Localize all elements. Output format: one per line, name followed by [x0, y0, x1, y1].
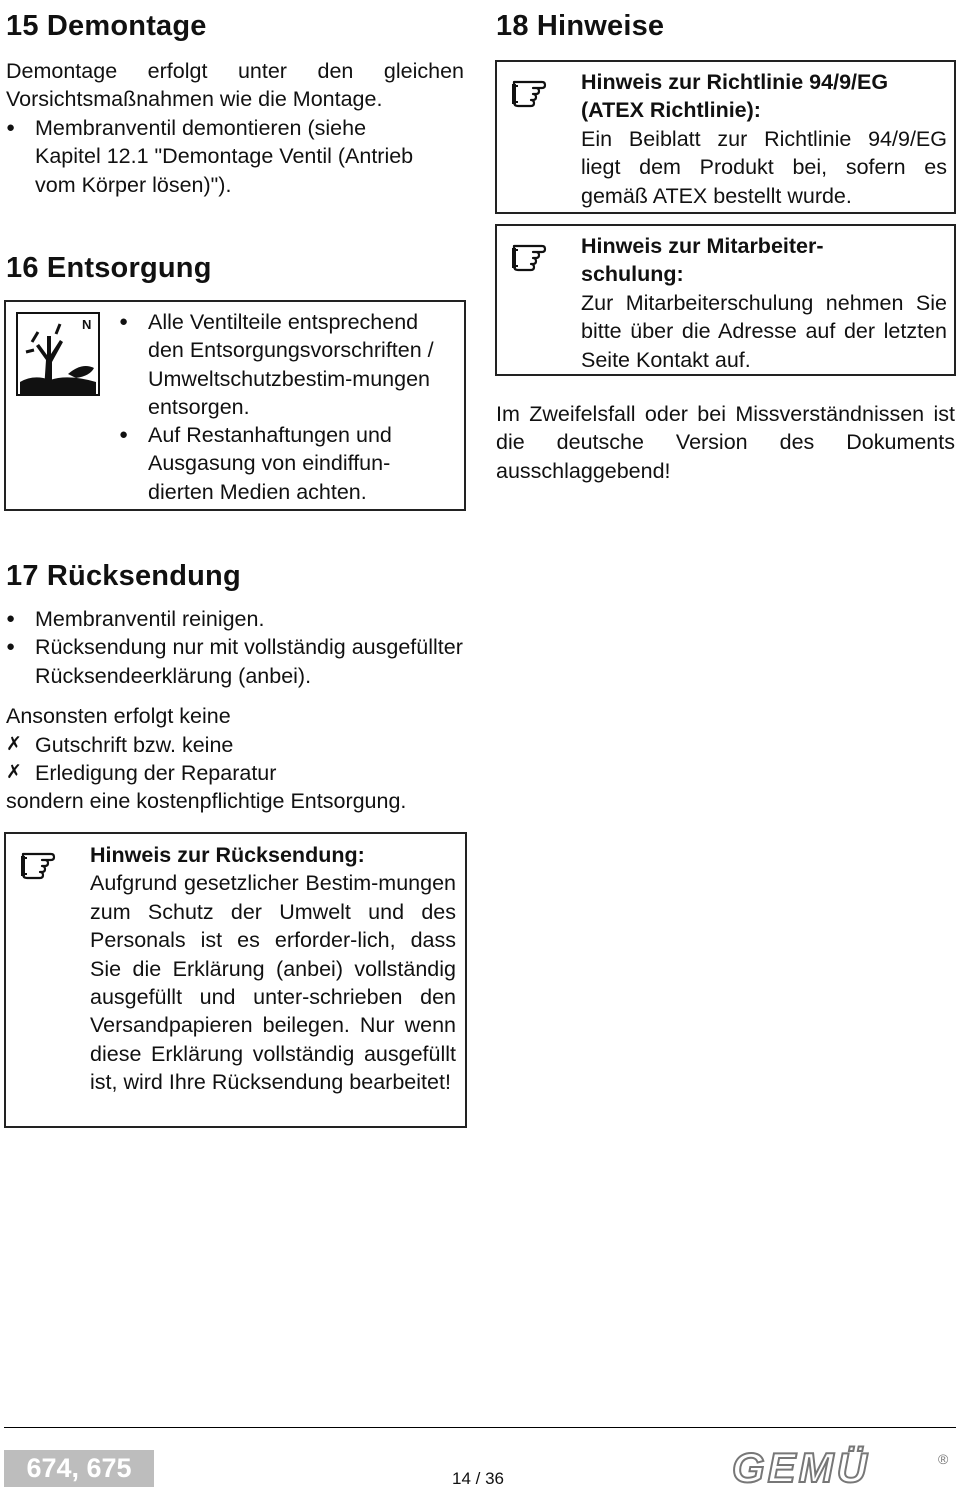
section-17-bullet-1: Membranventil reinigen.: [35, 607, 265, 631]
bullet-dot-icon: ●: [6, 610, 16, 627]
registered-mark: ®: [938, 1451, 949, 1467]
atex-note-body: Ein Beiblatt zur Richtlinie 94/9/EG liegt dem Produkt bei, sofern es gemäß ATEX bestellt wurde.: [581, 126, 947, 208]
section-17-bullet-2: Rücksendung nur mit vollständig ausgefüllter Rücksendeerklärung (anbei).: [35, 635, 463, 688]
return-note-body: Aufgrund gesetzlicher Bestim-mungen zum Schutz der Umwelt und des Personals ist es erforder-lich, dass Sie die Erklärung (anbei) vollständig ausgefüllt und unter-schrieben den Versandpapieren beilegen. Nur wenn diese Erklärung vollständig ausgefüllt ist, wird Ihre Rücksendung bearbeitet!: [90, 871, 456, 1095]
pointing-hand-icon: [507, 238, 553, 274]
list-item: [119, 308, 449, 422]
disposal-box: [4, 300, 466, 511]
section-17-cross-1: Gutschrift bzw. keine: [35, 732, 234, 757]
cross-mark-icon: ✗: [6, 733, 22, 755]
list-item: [6, 759, 476, 787]
cross-mark-icon: ✗: [6, 762, 22, 784]
section-16-title: 16 Entsorgung: [6, 252, 212, 284]
section-18-title: 18 Hinweise: [496, 10, 665, 42]
list-item: [6, 605, 476, 633]
section-15-title: 15 Demontage: [6, 10, 207, 42]
section-16-bullet-2: Auf Restanhaftungen und Ausgasung von eindiffun-dierten Medien achten.: [148, 423, 392, 504]
section-15-intro: Demontage erfolgt unter den gleichen Vorsichtsmaßnahmen wie die Montage.: [6, 59, 464, 112]
bullet-dot-icon: ●: [119, 426, 129, 443]
page-number: 14 / 36: [452, 1469, 504, 1488]
atex-note-box: [495, 60, 956, 214]
list-item: [119, 421, 449, 506]
pointing-hand-icon: [507, 74, 553, 110]
section-15-bullet: Membranventil demontieren (siehe Kapitel 12.1 "Demontage Ventil (Antrieb vom Körper lösen)").: [35, 116, 414, 197]
bullet-dot-icon: ●: [6, 119, 16, 136]
bullet-dot-icon: ●: [6, 638, 16, 656]
section-18-closing: Im Zweifelsfall oder bei Missverständnissen ist die deutsche Version des Dokuments ausschlaggebend!: [496, 402, 955, 483]
environment-hazard-icon: [16, 312, 100, 396]
section-17-title: 17 Rücksendung: [6, 560, 241, 592]
model-badge: 674, 675: [4, 1450, 154, 1487]
atex-note-title: Hinweis zur Richtlinie 94/9/EG (ATEX Richtlinie):: [581, 70, 889, 123]
training-note-body: Zur Mitarbeiterschulung nehmen Sie bitte über die Adresse auf der letzten Seite Kontakt auf.: [581, 290, 947, 372]
return-note-title: Hinweis zur Rücksendung:: [90, 843, 365, 867]
bullet-dot-icon: ●: [119, 313, 129, 330]
brand-logo: [728, 1444, 954, 1488]
section-17-cross-2: Erledigung der Reparatur: [35, 761, 277, 786]
pointing-hand-icon: [16, 846, 62, 882]
icon-letter: N: [82, 317, 92, 332]
section-17-line-1: Ansonsten erfolgt keine: [6, 704, 231, 729]
list-item: [6, 633, 476, 690]
section-17-line-2: sondern eine kostenpflichtige Entsorgung.: [6, 789, 407, 814]
brand-wordmark: GEMÜ: [732, 1444, 870, 1488]
training-note-title: Hinweis zur Mitarbeiter-schulung:: [581, 234, 824, 287]
return-note-box: [4, 832, 467, 1128]
footer-divider: [4, 1427, 956, 1428]
section-16-bullet-1: Alle Ventilteile entsprechend den Entsorgungsvorschriften / Umweltschutzbestim-mungen entsorgen.: [148, 310, 434, 420]
list-item: [6, 731, 476, 759]
list-item: [6, 114, 436, 199]
training-note-box: [495, 224, 956, 376]
